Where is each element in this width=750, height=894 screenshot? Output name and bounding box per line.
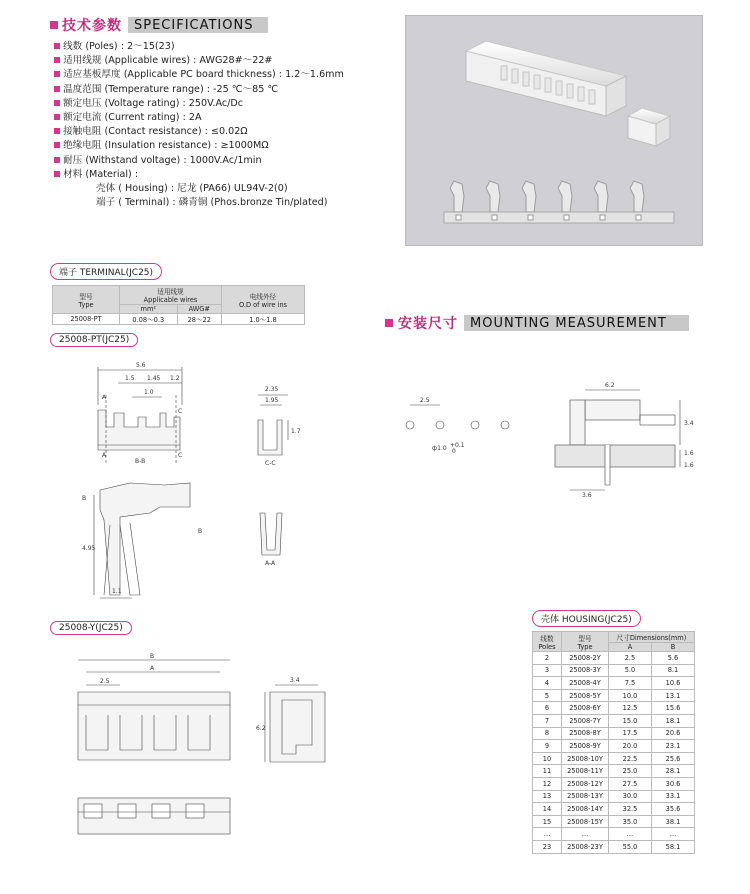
table-cell: 30.6 bbox=[651, 777, 694, 790]
table-cell: 10.0 bbox=[608, 689, 651, 702]
table-cell: 2 bbox=[533, 652, 562, 665]
table-cell: 25008-10Y bbox=[562, 752, 609, 765]
svg-text:A: A bbox=[102, 452, 107, 459]
svg-text:B: B bbox=[82, 495, 87, 502]
spec-cn: 适用线规 bbox=[63, 55, 102, 67]
table-cell: 8 bbox=[533, 727, 562, 740]
spec-en: (Contact resistance) bbox=[104, 126, 202, 138]
spec-value: : 1.2〜1.6mm bbox=[278, 69, 344, 81]
table-cell: … bbox=[562, 828, 609, 841]
svg-text:1.6: 1.6 bbox=[684, 462, 694, 469]
spec-cn: 温度范围 bbox=[63, 83, 102, 95]
spec-cn: 耐压 bbox=[63, 154, 83, 166]
spec-value: : bbox=[134, 168, 139, 180]
svg-text:1.45: 1.45 bbox=[147, 375, 161, 382]
table-cell: 5 bbox=[533, 689, 562, 702]
spec-cn: 线数 bbox=[63, 41, 83, 52]
svg-text:1.5: 1.5 bbox=[125, 375, 135, 382]
bullet-square-icon bbox=[54, 157, 60, 163]
header-square-icon bbox=[50, 21, 58, 29]
product-photo bbox=[405, 15, 703, 246]
table-cell: 28.1 bbox=[651, 765, 694, 778]
table-row bbox=[533, 714, 695, 727]
bullet-square-icon bbox=[54, 114, 60, 120]
spec-en: (Withstand voltage) bbox=[85, 154, 181, 166]
svg-text:+0.1: +0.1 bbox=[450, 442, 465, 449]
material-en: ( Housing) bbox=[118, 183, 168, 194]
table-cell: 3 bbox=[533, 664, 562, 677]
svg-text:C: C bbox=[178, 452, 183, 459]
material-value: : 尼龙 (PA66) UL94V-2(0) bbox=[170, 183, 288, 194]
terminal-table bbox=[52, 285, 305, 325]
spec-row bbox=[54, 125, 344, 139]
table-cell: 25008-13Y bbox=[562, 790, 609, 803]
terminal-head-model: 型号 Type bbox=[53, 286, 120, 314]
table-row bbox=[533, 840, 695, 853]
table-cell: 25008-7Y bbox=[562, 714, 609, 727]
table-cell: 14 bbox=[533, 803, 562, 816]
svg-text:5.6: 5.6 bbox=[136, 362, 146, 369]
mounting-drawing bbox=[400, 375, 700, 500]
table-cell: 13 bbox=[533, 790, 562, 803]
table-cell: 27.5 bbox=[608, 777, 651, 790]
housing-head-a: A bbox=[608, 643, 651, 652]
table-row bbox=[533, 727, 695, 740]
table-cell: 25008-15Y bbox=[562, 815, 609, 828]
table-row bbox=[533, 740, 695, 753]
header-square-icon bbox=[385, 319, 393, 327]
pt-drawing bbox=[80, 355, 380, 605]
table-cell: 10 bbox=[533, 752, 562, 765]
table-cell: 25008-2Y bbox=[562, 652, 609, 665]
svg-text:A: A bbox=[150, 665, 155, 672]
spec-en: (Current rating) bbox=[104, 112, 180, 124]
product-photo-art bbox=[406, 16, 702, 245]
table-cell: 13.1 bbox=[651, 689, 694, 702]
table-row bbox=[533, 815, 695, 828]
terminal-head-od: 电线外径 O.D of wire ins bbox=[221, 286, 304, 314]
table-cell: 35.0 bbox=[608, 815, 651, 828]
table-cell: 58.1 bbox=[651, 840, 694, 853]
mounting-header-cn: 安装尺寸 bbox=[398, 316, 458, 332]
table-cell: 30.0 bbox=[608, 790, 651, 803]
svg-text:1.0: 1.0 bbox=[144, 389, 154, 396]
housing-head-b: B bbox=[651, 643, 694, 652]
table-cell: 15 bbox=[533, 815, 562, 828]
table-cell: 10.6 bbox=[651, 677, 694, 690]
svg-text:A: A bbox=[102, 394, 107, 401]
table-cell: 25008-5Y bbox=[562, 689, 609, 702]
spec-value: : ≤0.02Ω bbox=[204, 126, 248, 138]
bullet-square-icon bbox=[54, 128, 60, 134]
material-row bbox=[96, 182, 327, 196]
spec-row bbox=[54, 97, 344, 111]
svg-text:1.7: 1.7 bbox=[291, 428, 301, 435]
material-value: : 磷青铜 (Phos.bronze Tin/plated) bbox=[172, 197, 328, 209]
table-cell: 55.0 bbox=[608, 840, 651, 853]
table-cell: 25008-3Y bbox=[562, 664, 609, 677]
table-cell: 15.0 bbox=[608, 714, 651, 727]
spec-row bbox=[54, 68, 344, 82]
svg-text:ф1.0: ф1.0 bbox=[432, 445, 447, 452]
bullet-square-icon bbox=[54, 142, 60, 148]
svg-text:6.2: 6.2 bbox=[256, 725, 266, 732]
table-cell: 6 bbox=[533, 702, 562, 715]
table-cell: 25008-6Y bbox=[562, 702, 609, 715]
spec-en: (Applicable PC board thickness) bbox=[123, 69, 276, 81]
housing-head-model: 型号 Type bbox=[562, 632, 609, 652]
spec-row bbox=[54, 111, 344, 125]
material-row bbox=[96, 196, 327, 210]
spec-value: : 2〜15(23) bbox=[120, 41, 175, 52]
table-cell: 25008-8Y bbox=[562, 727, 609, 740]
spec-cn: 绝缘电阻 bbox=[63, 140, 102, 152]
terminal-head-mm2: mm² bbox=[120, 305, 178, 314]
table-cell: … bbox=[651, 828, 694, 841]
table-row bbox=[533, 702, 695, 715]
specs-list bbox=[54, 40, 344, 182]
bullet-square-icon bbox=[54, 43, 60, 49]
pt-label: 25008-PT(JC25) bbox=[50, 333, 138, 347]
table-cell: 20.6 bbox=[651, 727, 694, 740]
svg-text:C: C bbox=[178, 408, 183, 415]
spec-en: (Temperature range) bbox=[104, 83, 204, 95]
table-cell: 25008-9Y bbox=[562, 740, 609, 753]
bullet-square-icon bbox=[54, 57, 60, 63]
svg-text:C-C: C-C bbox=[265, 460, 276, 467]
svg-text:3.6: 3.6 bbox=[582, 492, 592, 499]
spec-value: : -25 ℃〜85 ℃ bbox=[206, 83, 279, 95]
specs-header bbox=[50, 15, 268, 35]
table-cell: 5.0 bbox=[608, 664, 651, 677]
svg-text:0: 0 bbox=[452, 448, 456, 455]
table-cell: 25008-11Y bbox=[562, 765, 609, 778]
table-cell: 38.1 bbox=[651, 815, 694, 828]
specs-header-en: SPECIFICATIONS bbox=[128, 17, 268, 33]
table-cell: 2.5 bbox=[608, 652, 651, 665]
table-cell: 4 bbox=[533, 677, 562, 690]
specs-material-list bbox=[96, 182, 327, 210]
table-cell: … bbox=[608, 828, 651, 841]
spec-en: (Material) bbox=[85, 168, 132, 180]
table-cell: 9 bbox=[533, 740, 562, 753]
material-cn: 端子 bbox=[96, 197, 116, 209]
table-cell: 25008-12Y bbox=[562, 777, 609, 790]
svg-text:2.5: 2.5 bbox=[100, 678, 110, 685]
spec-cn: 适应基板厚度 bbox=[63, 69, 121, 81]
svg-text:1.95: 1.95 bbox=[265, 397, 279, 404]
table-cell: 18.1 bbox=[651, 714, 694, 727]
table-cell: 7 bbox=[533, 714, 562, 727]
svg-text:1.1: 1.1 bbox=[112, 588, 122, 595]
table-cell: … bbox=[533, 828, 562, 841]
spec-value: : 250V.Ac/Dc bbox=[182, 97, 244, 109]
table-cell: 5.6 bbox=[651, 652, 694, 665]
spec-en: (Applicable wires) bbox=[104, 55, 191, 67]
spec-row bbox=[54, 139, 344, 153]
svg-text:A-A: A-A bbox=[265, 560, 276, 567]
spec-cn: 额定电压 bbox=[63, 97, 102, 109]
table-cell: 7.5 bbox=[608, 677, 651, 690]
table-cell: 23.1 bbox=[651, 740, 694, 753]
svg-text:3.4: 3.4 bbox=[290, 677, 300, 684]
table-row bbox=[533, 689, 695, 702]
table-row bbox=[533, 803, 695, 816]
table-cell: 23 bbox=[533, 840, 562, 853]
table-row bbox=[533, 790, 695, 803]
svg-text:4.95: 4.95 bbox=[82, 545, 96, 552]
spec-en: (Voltage rating) bbox=[104, 97, 180, 109]
spec-row bbox=[54, 83, 344, 97]
spec-value: : AWG28#〜22# bbox=[193, 55, 273, 67]
table-cell: 8.1 bbox=[651, 664, 694, 677]
table-row bbox=[533, 652, 695, 665]
housing-head-dim: 尺寸Dimensions(mm) bbox=[608, 632, 694, 643]
y-label: 25008-Y(JC25) bbox=[50, 621, 132, 635]
table-row bbox=[533, 777, 695, 790]
spec-cn: 额定电流 bbox=[63, 112, 102, 124]
mounting-header bbox=[385, 313, 689, 333]
table-cell: 12 bbox=[533, 777, 562, 790]
table-cell: 22.5 bbox=[608, 752, 651, 765]
spec-row bbox=[54, 40, 344, 54]
table-cell: 12.5 bbox=[608, 702, 651, 715]
svg-text:6.2: 6.2 bbox=[605, 382, 615, 389]
table-row: 25008-PT 0.08〜0.3 28〜22 1.0〜1.8 bbox=[53, 314, 305, 325]
table-cell: 11 bbox=[533, 765, 562, 778]
terminal-head-awg: AWG# bbox=[177, 305, 221, 314]
table-cell: 32.5 bbox=[608, 803, 651, 816]
spec-value: : 1000V.Ac/1min bbox=[183, 154, 262, 166]
housing-table bbox=[532, 631, 695, 854]
housing-drawing bbox=[70, 650, 340, 850]
spec-cn: 材料 bbox=[63, 168, 83, 180]
table-cell: 15.6 bbox=[651, 702, 694, 715]
housing-head-poles: 线数 Poles bbox=[533, 632, 562, 652]
table-cell: 17.5 bbox=[608, 727, 651, 740]
bullet-square-icon bbox=[54, 71, 60, 77]
spec-row bbox=[54, 168, 344, 182]
svg-text:3.4: 3.4 bbox=[684, 420, 694, 427]
svg-text:B: B bbox=[198, 528, 203, 535]
svg-text:1.6: 1.6 bbox=[684, 450, 694, 457]
table-row bbox=[533, 664, 695, 677]
table-cell: 35.6 bbox=[651, 803, 694, 816]
table-row bbox=[533, 752, 695, 765]
material-cn: 壳体 bbox=[96, 183, 116, 194]
terminal-head-wire: 适用线规 Applicable wires bbox=[120, 286, 222, 305]
svg-text:2.35: 2.35 bbox=[265, 386, 279, 393]
table-cell: 20.0 bbox=[608, 740, 651, 753]
spec-en: (Poles) bbox=[85, 41, 118, 52]
spec-value: : 2A bbox=[182, 112, 202, 124]
table-cell: 25008-23Y bbox=[562, 840, 609, 853]
table-row bbox=[533, 828, 695, 841]
specs-header-cn: 技术参数 bbox=[62, 18, 122, 34]
spec-en: (Insulation resistance) bbox=[104, 140, 212, 152]
table-cell: 25.6 bbox=[651, 752, 694, 765]
table-row bbox=[533, 677, 695, 690]
svg-text:B-B: B-B bbox=[135, 458, 146, 465]
spec-row bbox=[54, 54, 344, 68]
table-row bbox=[533, 765, 695, 778]
table-cell: 25.0 bbox=[608, 765, 651, 778]
spec-value: : ≥1000MΩ bbox=[214, 140, 269, 152]
svg-text:2.5: 2.5 bbox=[420, 397, 430, 404]
bullet-square-icon bbox=[54, 86, 60, 92]
bullet-square-icon bbox=[54, 171, 60, 177]
terminal-label: 端子 TERMINAL(JC25) bbox=[50, 263, 162, 280]
table-cell: 25008-14Y bbox=[562, 803, 609, 816]
mounting-header-en: MOUNTING MEASUREMENT bbox=[464, 315, 689, 331]
spec-cn: 接触电阻 bbox=[63, 126, 102, 138]
svg-text:B: B bbox=[150, 653, 155, 660]
svg-text:1.2: 1.2 bbox=[170, 375, 180, 382]
bullet-square-icon bbox=[54, 100, 60, 106]
material-en: ( Terminal) bbox=[118, 197, 170, 209]
table-cell: 33.1 bbox=[651, 790, 694, 803]
housing-label: 壳体 HOUSING(JC25) bbox=[532, 610, 641, 627]
spec-row bbox=[54, 154, 344, 168]
table-cell: 25008-4Y bbox=[562, 677, 609, 690]
